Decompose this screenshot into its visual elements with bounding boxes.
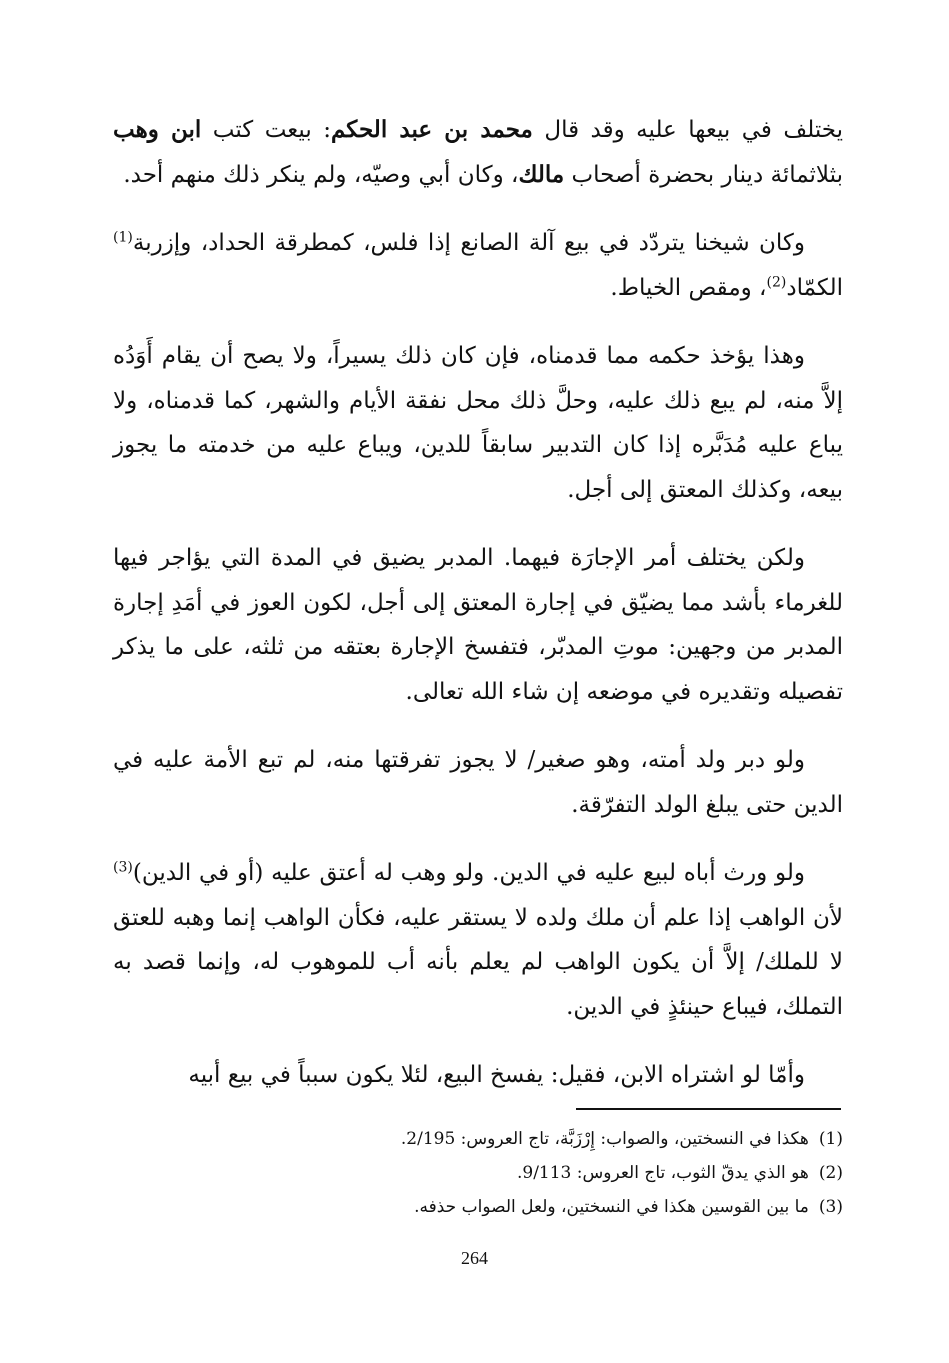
footnote-text: هكذا في النسختين، والصواب: إِرْزَبَّة، تاج العروس: 2/195. (400, 1129, 809, 1149)
paragraph-6 (113, 851, 843, 1029)
footnote-text: هو الذي يدقّ الثوب، تاج العروس: 9/113. (516, 1163, 809, 1183)
footnote-2 (113, 1156, 843, 1190)
footnote-separator (576, 1108, 841, 1110)
footnote-number: (2) (818, 1163, 843, 1183)
footnotes (113, 1122, 843, 1224)
text-run: وكان شيخنا يتردّد في بيع آلة الصانع إذا فلس، كمطرقة الحداد، وإزربة (132, 230, 805, 256)
footnote-text: ما بين القوسين هكذا في النسختين، ولعل الصواب حذفه. (414, 1197, 809, 1217)
page-number: 264 (461, 1248, 488, 1268)
text-run: لأن الواهب إذا علم أن ملك ولده لا يستقر عليه، فكأن الواهب إنما وهبه للعتق لا للملك/ إلاَّ أن يكون الواهب لم يعلم بأنه أب للموهوب له، وإنما قصد به التملك، فيباع حينئذٍ في الدين. (113, 904, 843, 1020)
footnote-number: (3) (818, 1197, 843, 1217)
footnote-ref-2[interactable]: (2) (766, 273, 787, 290)
text-run: بثلاثمائة دينار بحضرة أصحاب (564, 161, 843, 188)
text-run: يختلف في بيعها عليه وقد قال (532, 117, 844, 143)
footnote-ref-3[interactable]: (3) (113, 859, 133, 876)
paragraph-3: وهذا يؤخذ حكمه مما قدمناه، فإن كان ذلك يسيراً، ولا يصح أن يقام أَوَدُه إلاَّ منه، لم يبع ذلك عليه، وحلَّ ذلك محل نفقة الأيام والشهر، كما قدمناه، ولا يباع عليه مُدَبَّره إذا كان التدبير سابقاً للدين، ويباع عليه من خدمته ما يجوز بيعه، وكذلك المعتق إلى أجل. (113, 343, 843, 503)
footnote-number: (1) (818, 1129, 843, 1149)
text-run: الكمّاد (786, 274, 843, 301)
paragraph-4: ولكن يختلف أمر الإجارَة فيهما. المدبر يضيق في المدة التي يؤاجر فيها للغرماء بأشد مما يضيّق في إجارة المعتق إلى أجل، لكون العوز في أمَدِ إجارة المدبر من وجهين: موتِ المدبّر، فتفسخ الإجارة بعتقه من ثلثه، على ما يذكر تفصيله وتقديره في موضعه إن شاء الله تعالى. (113, 545, 843, 705)
footnote-3 (113, 1190, 843, 1224)
text-run: ، ومقص الخياط. (610, 274, 767, 301)
name-malik: مالك (518, 160, 565, 188)
paragraph-2 (113, 221, 843, 310)
name-ibn-abd-al-hakam: محمد بن عبد الحكم (330, 116, 533, 143)
footnote-ref-1[interactable]: (1) (113, 229, 133, 246)
text-run: : بيعت كتب (201, 117, 331, 143)
name-ibn-wahb: ابن وهب (113, 116, 202, 143)
paragraph-7: وأمّا لو اشتراه الابن، فقيل: يفسخ البيع، لئلا يكون سبباً في بيع أبيه (188, 1062, 805, 1088)
main-text (113, 108, 843, 1122)
text-run: ولو ورث أباه لبيع عليه في الدين. ولو وهب له أعتق عليه (أو في الدين) (132, 860, 805, 886)
paragraph-5: ولو دبر ولد أمته، وهو صغير/ لا يجوز تفرقتها منه، لم تبع الأمة عليه في الدين حتى يبلغ الولد التفرّقة. (113, 747, 843, 818)
text-run: ، وكان أبي وصيّه، ولم ينكر ذلك منهم أحد. (123, 161, 519, 188)
paragraph-1 (113, 108, 843, 197)
footnote-1 (113, 1122, 843, 1156)
